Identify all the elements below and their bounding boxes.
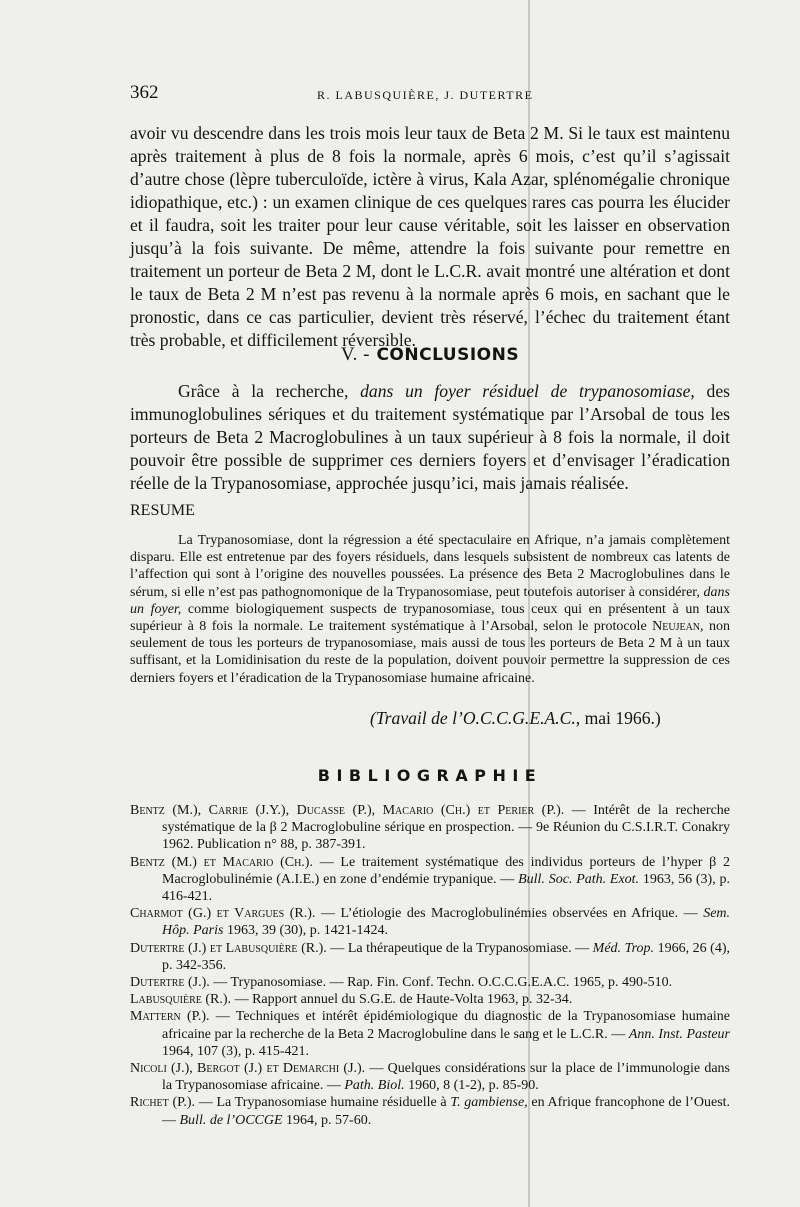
conclusions-text-2: des immunoglobulines sériques et du traitement systématique par l’Arsobal de tous les porteurs de Beta 2 Macroglobulines à un taux supérieur à 8 fois la normale, il doit pouvoir être possible de supprimer ces derniers foyers et d’envisager l’éradication réelle de la Trypanosomiase, approchée jusqu’ici, mais jamais réalisée. — [130, 381, 730, 493]
paragraph-continuation: avoir vu descendre dans les trois mois leur taux de Beta 2 M. Si le taux est maintenu après traitement à plus de 8 fois la normale, après 6 mois, c’est qu’il s’agissait d’autre chose (lèpre tuberculoïde, ictère à virus, Kala Azar, splénomégalie chronique idiopathique, etc.) : un examen clinique de ces quelques rares cas pourra les élucider et il faudra, soit les traiter pour leur cause véritable, soit les laisser en observation jusqu’à la fois suivante. De même, attendre la fois suivante pour remettre en traitement un porteur de Beta 2 M, dont le L.C.R. avait montré une altération et dont le taux de Beta 2 M n’est pas revenu à la normale après 6 mois, en sachant que le pronostic, dans ce cas particulier, devient très réservé, l’échec du traitement étant très probable, et difficilement réversible. — [130, 123, 730, 350]
reference-details: 1966, 26 (4), p. 342-356. — [162, 940, 731, 973]
resume-text-1: La Trypanosomiase, dont la régression a été spectaculaire en Afrique, n’a jamais complètement disparu. Elle est entretenue par des foyers résiduels, dans lesquels subsistent de nombreux cas latents de l’affection qui sont à l’origine des nouvelles poussées. La présence des Beta 2 Macroglobulines dans le sérum, si elle n’est pas pathognomonique de la Trypanosomiase, peut toutefois autoriser à considérer, — [130, 533, 730, 600]
reference-details: 1964, 107 (3), p. 415-421. — [162, 1043, 309, 1059]
reference-text: — Rapport annuel du S.G.E. de Haute-Volta 1963, p. 32-34. — [234, 992, 573, 1008]
reference-authors: Nicoli (J.), Bergot (J.) et Demarchi (J.). — [130, 1061, 366, 1077]
reference-item — [130, 974, 730, 991]
reference-text: — Techniques et intérêt épidémiologique du diagnostic de la Trypanosomiase humaine africaine par la recherche de la Beta 2 Macroglobuline dans le sang et le L.C.R. — — [162, 1009, 731, 1042]
reference-journal: Path. Biol. — [344, 1078, 405, 1094]
work-credit-date: mai 1966.) — [584, 708, 661, 728]
reference-authors: Bentz (M.), Carrie (J.Y.), Ducasse (P.), Macario (Ch.) et Perier (P.). — [130, 803, 565, 818]
reference-details-2: 1964, p. 57-60. — [286, 1112, 372, 1128]
page-number: 362 — [130, 82, 159, 103]
reference-details: 1963, 56 (3), p. 416-421. — [162, 871, 730, 905]
conclusions-text-1: Grâce à la recherche, — [178, 381, 349, 401]
section-number: V. - — [340, 344, 371, 365]
conclusions-paragraph — [130, 380, 730, 495]
reference-authors: Richet (P.). — [130, 1095, 196, 1111]
reference-item — [130, 991, 730, 1008]
reference-journal: Sem. Hôp. Paris — [162, 906, 731, 939]
reference-authors: Dutertre (J.) et Labusquière (R.). — [130, 940, 327, 956]
bibliography-list — [130, 802, 730, 1129]
reference-text: — Intérêt de la recherche systématique de la β 2 Macroglobuline sérique en prospection. — 9e Réunion du C.S.I.R.T. Conakry 1962. Publication n° 88, p. 387-391. — [162, 803, 731, 853]
reference-item — [130, 854, 730, 906]
reference-authors: Mattern (P.). — [130, 1009, 210, 1025]
reference-item — [130, 1094, 730, 1128]
reference-journal-2: Bull. de l’OCCGE — [179, 1112, 283, 1128]
reference-text: — La thérapeutique de la Trypanosomiase. — — [330, 940, 590, 956]
section-heading-conclusions — [130, 344, 730, 366]
reference-item — [130, 802, 730, 854]
running-title: R. LABUSQUIÈRE, J. DUTERTRE — [317, 88, 534, 102]
conclusions-italic: dans un foyer résiduel de trypanosomiase, — [360, 381, 695, 401]
reference-journal: Méd. Trop. — [592, 940, 655, 956]
resume-text-3: , non seulement de tous les porteurs de trypanosomiase, mais aussi de tous les porteurs de Beta 2 M à un taux suffisant, et la Lomidinisation du reste de la population, doivent pouvoir permettre la suppression de ces derniers foyers et l’éradication de la Trypanosomiase humaine africaine. — [130, 619, 731, 686]
reference-authors: Dutertre (J.). — [130, 975, 210, 991]
reference-item — [130, 1060, 730, 1094]
reference-text: — Quelques considérations sur la place de l’immunologie dans la Trypanosomiase africaine. — — [162, 1061, 730, 1094]
resume-italic: dans un foyer, — [130, 584, 730, 617]
resume-paragraph — [130, 532, 730, 687]
bibliography-heading: BIBLIOGRAPHIE — [317, 766, 543, 785]
reference-details: 1963, 39 (30), p. 1421-1424. — [226, 923, 388, 939]
reference-journal: T. gambiense, — [450, 1095, 528, 1111]
reference-journal: Bull. Soc. Path. Exot. — [518, 871, 640, 887]
reference-item — [130, 905, 730, 939]
reference-authors: Bentz (M.) et Macario (Ch.). — [130, 854, 313, 870]
reference-text: — L’étiologie des Macroglobulinémies observées en Afrique. — — [320, 906, 698, 922]
page-header — [130, 82, 730, 106]
reference-text: — Trypanosomiase. — Rap. Fin. Conf. Techn. O.C.C.G.E.A.C. 1965, p. 490-510. — [213, 975, 673, 991]
work-credit-italic: (Travail de l’O.C.C.G.E.A.C., — [370, 708, 581, 728]
reference-authors: Labusquière (R.). — [130, 992, 232, 1008]
reference-item — [130, 1008, 730, 1060]
reference-details: 1960, 8 (1-2), p. 85-90. — [408, 1078, 539, 1094]
resume-heading: RESUME — [130, 502, 195, 519]
resume-text-2: comme biologiquement suspects de trypanosomiase, tous ceux qui en présentent à un taux supérieur à 8 fois la normale. Le traitement systématique à l’Arsobal, selon le protocole — [130, 601, 731, 635]
reference-authors: Charmot (G.) et Vargues (R.). — [130, 906, 316, 922]
reference-item — [130, 940, 730, 974]
reference-journal: Ann. Inst. Pasteur — [628, 1026, 731, 1042]
work-credit — [370, 708, 661, 729]
reference-text: — La Trypanosomiase humaine résiduelle à — [198, 1095, 447, 1111]
reference-details: en Afrique francophone de l’Ouest. — — [162, 1095, 731, 1128]
reference-text: — Le traitement systématique des individus porteurs de l’hyper β 2 Macroglobulinémie (A.I.E.) en zone d’endémie trypanique. — — [162, 854, 730, 887]
protocol-author: Neujean — [652, 619, 701, 635]
section-title: CONCLUSIONS — [376, 345, 520, 365]
